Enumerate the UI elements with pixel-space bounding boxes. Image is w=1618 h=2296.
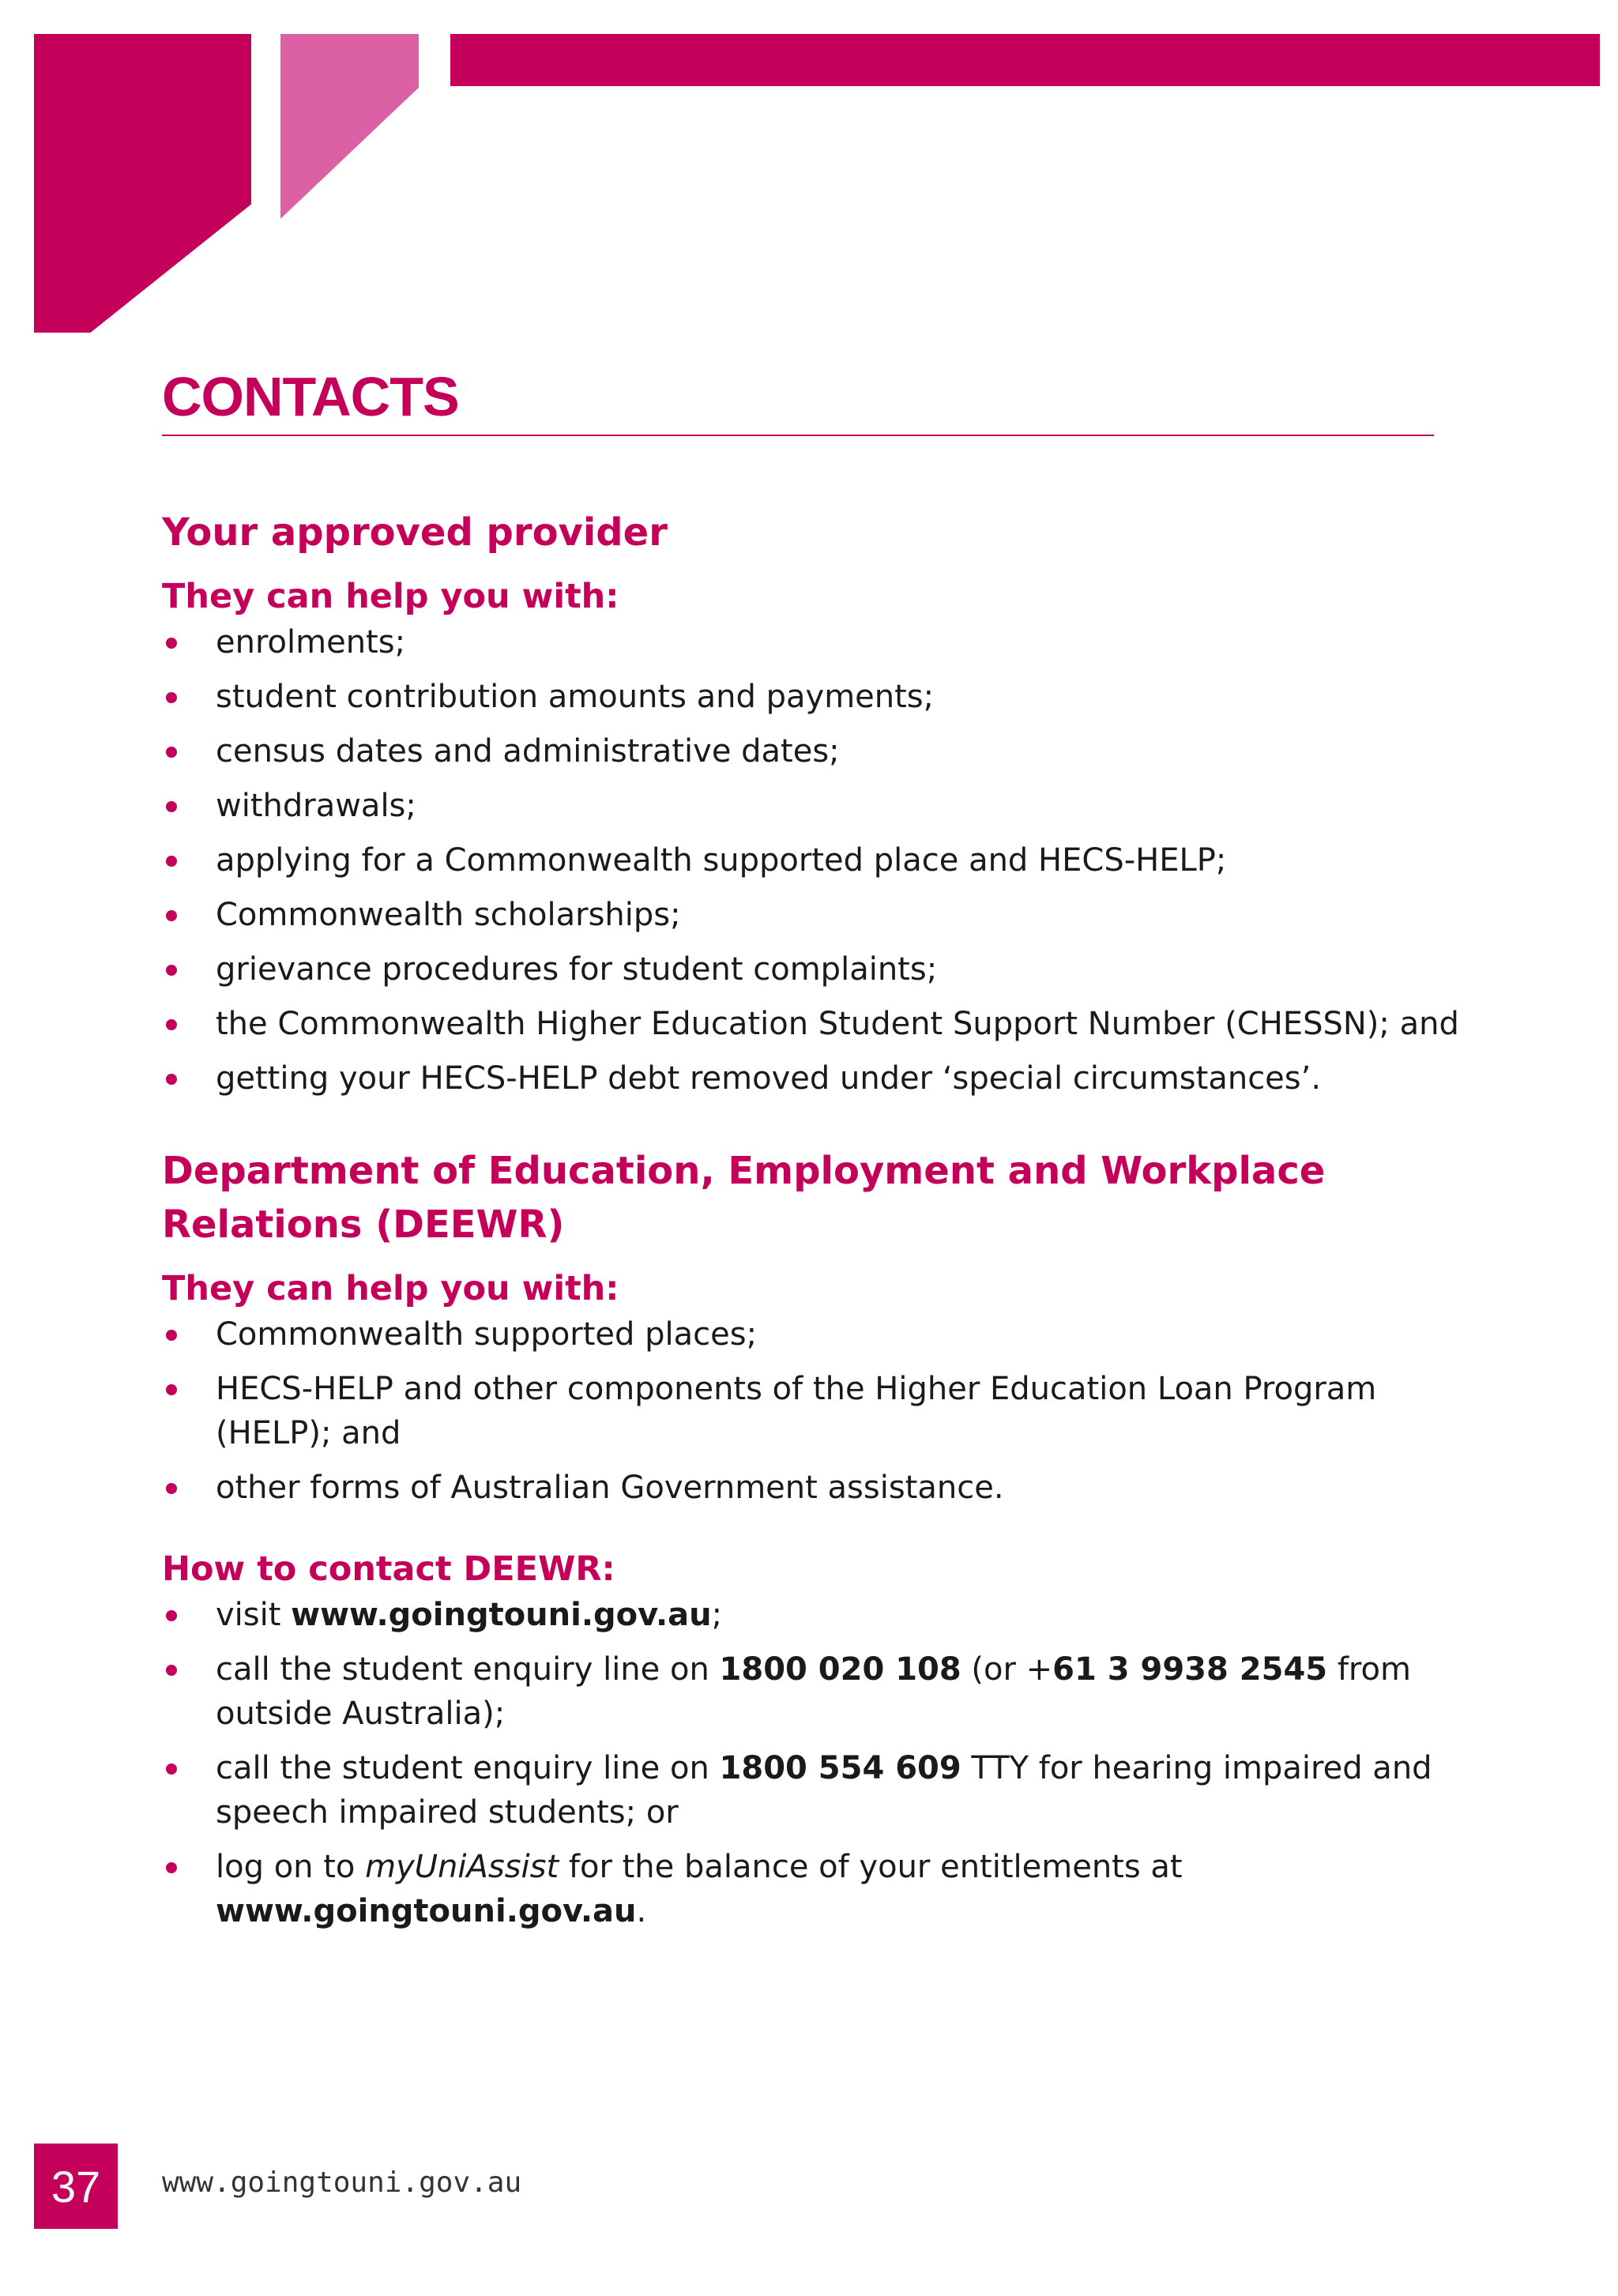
title-divider (162, 435, 1434, 436)
subheading-how-to-contact: How to contact DEEWR: (162, 1549, 615, 1589)
page-number: 37 (34, 2144, 118, 2229)
decorative-block-left (34, 34, 251, 333)
bullet-icon (166, 801, 177, 812)
list-item: grievance procedures for student complaints; (162, 947, 1473, 992)
bullet-icon (166, 1610, 177, 1621)
website-link[interactable]: www.goingtouni.gov.au (291, 1597, 712, 1633)
bullet-icon (166, 1330, 177, 1341)
page-title: CONTACTS (162, 366, 459, 427)
decorative-block-middle (280, 34, 419, 219)
contact-list (162, 1593, 1473, 1933)
list-item: Commonwealth scholarships; (162, 893, 1473, 937)
list-item: the Commonwealth Higher Education Student Support Number (CHESSN); and (162, 1002, 1473, 1046)
list-item: enrolments; (162, 620, 1473, 664)
section-approved-provider (162, 506, 1473, 1101)
provider-help-list (162, 620, 1473, 1101)
bullet-icon (166, 1483, 177, 1494)
list-item: student contribution amounts and payments; (162, 675, 1473, 719)
list-item: other forms of Australian Government assistance. (162, 1466, 1473, 1510)
list-item: Commonwealth supported places; (162, 1312, 1473, 1357)
list-item: call the student enquiry line on 1800 554 609 TTY for hearing impaired and speech impaired students; or (162, 1746, 1473, 1835)
section-heading-approved-provider: Your approved provider (162, 510, 668, 555)
bullet-icon (166, 910, 177, 921)
bullet-icon (166, 692, 177, 703)
list-item: visit www.goingtouni.gov.au; (162, 1593, 1473, 1637)
list-item: getting your HECS-HELP debt removed under ‘special circumstances’. (162, 1056, 1473, 1101)
decorative-header-bar (450, 34, 1600, 86)
subheading-help-with: They can help you with: (162, 1269, 619, 1308)
phone-number: 1800 020 108 (719, 1651, 961, 1688)
bullet-icon (166, 638, 177, 649)
bullet-icon (166, 1665, 177, 1676)
tty-phone-number: 1800 554 609 (719, 1750, 961, 1786)
list-item: applying for a Commonwealth supported place and HECS-HELP; (162, 838, 1473, 883)
deewr-help-list (162, 1312, 1473, 1510)
list-item: withdrawals; (162, 784, 1473, 828)
website-link[interactable]: www.goingtouni.gov.au (216, 1893, 637, 1929)
bullet-icon (166, 747, 177, 758)
section-deewr (162, 1144, 1473, 1933)
subheading-help-with: They can help you with: (162, 577, 619, 616)
bullet-icon (166, 965, 177, 976)
service-name: myUniAssist (365, 1849, 559, 1885)
bullet-icon (166, 1384, 177, 1395)
bullet-icon (166, 1763, 177, 1775)
list-item: log on to myUniAssist for the balance of your entitlements at www.goingtouni.gov.au. (162, 1845, 1473, 1933)
list-item: census dates and administrative dates; (162, 729, 1473, 773)
bullet-icon (166, 1862, 177, 1873)
list-item: HECS-HELP and other components of the Higher Education Loan Program (HELP); and (162, 1367, 1473, 1455)
international-phone-number: 61 3 9938 2545 (1052, 1651, 1328, 1688)
list-item: call the student enquiry line on 1800 020 108 (or +61 3 9938 2545 from outside Australia); (162, 1647, 1473, 1736)
bullet-icon (166, 1019, 177, 1030)
content (162, 506, 1473, 1944)
bullet-icon (166, 856, 177, 867)
bullet-icon (166, 1074, 177, 1085)
section-heading-deewr: Department of Education, Employment and Workplace Relations (DEEWR) (162, 1149, 1326, 1247)
footer-url: www.goingtouni.gov.au (162, 2166, 522, 2199)
